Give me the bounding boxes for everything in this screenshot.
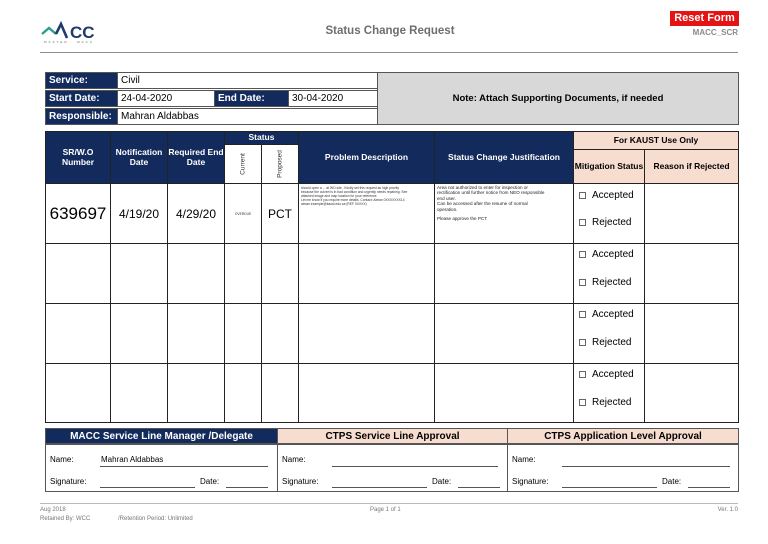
ctps-application-approval-title: CTPS Application Level Approval	[507, 428, 739, 444]
rejected-checkbox[interactable]	[579, 399, 586, 406]
row4-problem-description[interactable]	[298, 363, 435, 423]
col-required-end-date: Required End Date	[167, 131, 225, 184]
col-notification-date: Notification Date	[110, 131, 168, 184]
col-status: Status	[224, 131, 299, 145]
col-sr-number: SR/W.O Number	[45, 131, 111, 184]
row4-current-status[interactable]	[224, 363, 262, 423]
ctps-app-name-field[interactable]	[562, 466, 730, 467]
row4-proposed-status[interactable]	[261, 363, 299, 423]
start-date-label: Start Date:	[45, 90, 118, 107]
row1-justification[interactable]	[434, 183, 574, 244]
form-code: MACC_SCR	[692, 28, 738, 37]
justification-line: operation.	[437, 206, 458, 212]
accepted-label: Accepted	[592, 190, 634, 201]
footer-retained: Retained By: WCC	[40, 516, 91, 522]
row3-justification[interactable]	[434, 303, 574, 364]
row2-problem-description[interactable]	[298, 243, 435, 304]
accepted-label: Accepted	[592, 249, 634, 260]
row2-required-end-date[interactable]	[167, 243, 225, 304]
service-value[interactable]: Civil	[117, 72, 378, 89]
problem-line: aiman.example@kaust.edu.sa (REF 0XXXX)	[301, 202, 367, 206]
rejected-label: Rejected	[592, 397, 632, 408]
footer-page: Page 1 of 1	[370, 507, 401, 513]
ctps-application-approval-box	[507, 444, 739, 492]
macc-approval-title: MACC Service Line Manager /Delegate	[45, 428, 278, 444]
logo-subtext: MASTER · MACC	[44, 40, 94, 44]
row2-proposed-status[interactable]	[261, 243, 299, 304]
col-justification: Status Change Justification	[434, 131, 574, 184]
justification-line: Please approve the PCT	[437, 216, 488, 222]
macc-name-label: Name:	[50, 455, 74, 464]
row4-justification[interactable]	[434, 363, 574, 423]
accepted-label: Accepted	[592, 309, 634, 320]
header-divider	[40, 52, 738, 53]
rejected-checkbox[interactable]	[579, 219, 586, 226]
row1-reason-rejected[interactable]	[644, 183, 739, 244]
col-problem-description: Problem Description	[298, 131, 435, 184]
page-title: Status Change Request	[325, 25, 455, 37]
row3-reason-rejected[interactable]	[644, 303, 739, 364]
problem-line: because the culvert is in bad condition and urgently needs repairing. See	[301, 190, 408, 194]
row4-notification-date[interactable]	[110, 363, 168, 423]
row2-reason-rejected[interactable]	[644, 243, 739, 304]
macc-date-label: Date:	[200, 477, 220, 486]
accepted-label: Accepted	[592, 369, 634, 380]
row1-problem-description[interactable]	[298, 183, 435, 244]
problem-line: attached image and map location for your reference.	[301, 194, 378, 198]
row2-justification[interactable]	[434, 243, 574, 304]
accepted-checkbox[interactable]	[579, 311, 586, 318]
row3-mitigation-status	[573, 303, 645, 364]
row1-current-status[interactable]: OVERDUE	[224, 183, 262, 244]
row3-problem-description[interactable]	[298, 303, 435, 364]
row3-proposed-status[interactable]	[261, 303, 299, 364]
col-status-proposed: Proposed	[261, 144, 299, 184]
row1-mitigation-status	[573, 183, 645, 244]
macc-date-field[interactable]	[226, 487, 268, 488]
row3-notification-date[interactable]	[110, 303, 168, 364]
start-date-value[interactable]: 24-04-2020	[117, 90, 215, 107]
accepted-checkbox[interactable]	[579, 251, 586, 258]
ctps-line-date-field[interactable]	[458, 487, 500, 488]
macc-signature-label: Signature:	[50, 477, 87, 486]
problem-line: should open a ... at WO site.. Kindly set this request as high priority	[301, 186, 400, 190]
col-reason-rejected: Reason if Rejected	[644, 149, 739, 184]
justification-line: rectification until further notice from NEO responsible	[437, 190, 545, 196]
ctps-app-signature-label: Signature:	[512, 477, 549, 486]
end-date-label: End Date:	[214, 90, 289, 107]
rejected-checkbox[interactable]	[579, 339, 586, 346]
row3-current-status[interactable]	[224, 303, 262, 364]
ctps-app-date-field[interactable]	[688, 487, 730, 488]
row3-sr-number[interactable]	[45, 303, 111, 364]
accepted-checkbox[interactable]	[579, 371, 586, 378]
ctps-line-approval-box	[277, 444, 508, 492]
footer-date: Aug 2018	[40, 507, 66, 513]
responsible-label: Responsible:	[45, 108, 118, 125]
row3-required-end-date[interactable]	[167, 303, 225, 364]
footer-retention: /Retention Period: Unlimited	[118, 516, 193, 522]
ctps-line-name-field[interactable]	[332, 466, 498, 467]
row4-sr-number[interactable]	[45, 363, 111, 423]
responsible-value[interactable]: Mahran Aldabbas	[117, 108, 378, 125]
ctps-line-signature-label: Signature:	[282, 477, 319, 486]
macc-name-value[interactable]: Mahran Aldabbas	[101, 455, 164, 464]
rejected-label: Rejected	[592, 337, 632, 348]
accepted-checkbox[interactable]	[579, 192, 586, 199]
ctps-app-date-label: Date:	[662, 477, 682, 486]
svg-text:CC: CC	[70, 23, 95, 42]
row2-notification-date[interactable]	[110, 243, 168, 304]
footer-divider	[40, 503, 738, 504]
col-kaust-use: For KAUST Use Only	[573, 131, 739, 150]
end-date-value[interactable]: 30-04-2020	[288, 90, 378, 107]
row2-current-status[interactable]	[224, 243, 262, 304]
reset-form-button[interactable]: Reset Form	[670, 11, 739, 26]
ctps-app-signature-field[interactable]	[562, 487, 657, 488]
justification-line: Can be accessed after the resume of normal	[437, 201, 528, 207]
ctps-line-approval-title: CTPS Service Line Approval	[277, 428, 508, 444]
col-status-current: Current	[224, 144, 262, 184]
justification-line: end user.	[437, 195, 456, 201]
row1-sr-number[interactable]: 639697	[45, 183, 111, 244]
ctps-line-date-label: Date:	[432, 477, 452, 486]
ctps-app-name-label: Name:	[512, 455, 536, 464]
footer-version: Ver. 1.0	[717, 507, 738, 513]
row1-required-end-date[interactable]: 4/29/20	[167, 183, 225, 244]
row2-mitigation-status	[573, 243, 645, 304]
row1-proposed-status[interactable]: PCT	[261, 183, 299, 244]
rejected-label: Rejected	[592, 217, 632, 228]
ctps-line-signature-field[interactable]	[332, 487, 427, 488]
macc-approval-box	[45, 444, 278, 492]
col-mitigation-status: Mitigation Status	[573, 149, 645, 184]
rejected-label: Rejected	[592, 277, 632, 288]
row4-mitigation-status	[573, 363, 645, 423]
problem-line: Let me know if you require more details. Contact: Aiman 0XXXXXXX14	[301, 198, 405, 202]
ctps-line-name-label: Name:	[282, 455, 306, 464]
macc-signature-field[interactable]	[100, 487, 195, 488]
justification-line: Area not authorized to enter for inspection or	[437, 185, 528, 190]
supporting-docs-note: Note: Attach Supporting Documents, if needed	[377, 72, 739, 125]
service-label: Service:	[45, 72, 118, 89]
row4-required-end-date[interactable]	[167, 363, 225, 423]
row2-sr-number[interactable]	[45, 243, 111, 304]
row1-notification-date[interactable]: 4/19/20	[110, 183, 168, 244]
rejected-checkbox[interactable]	[579, 279, 586, 286]
row4-reason-rejected[interactable]	[644, 363, 739, 423]
